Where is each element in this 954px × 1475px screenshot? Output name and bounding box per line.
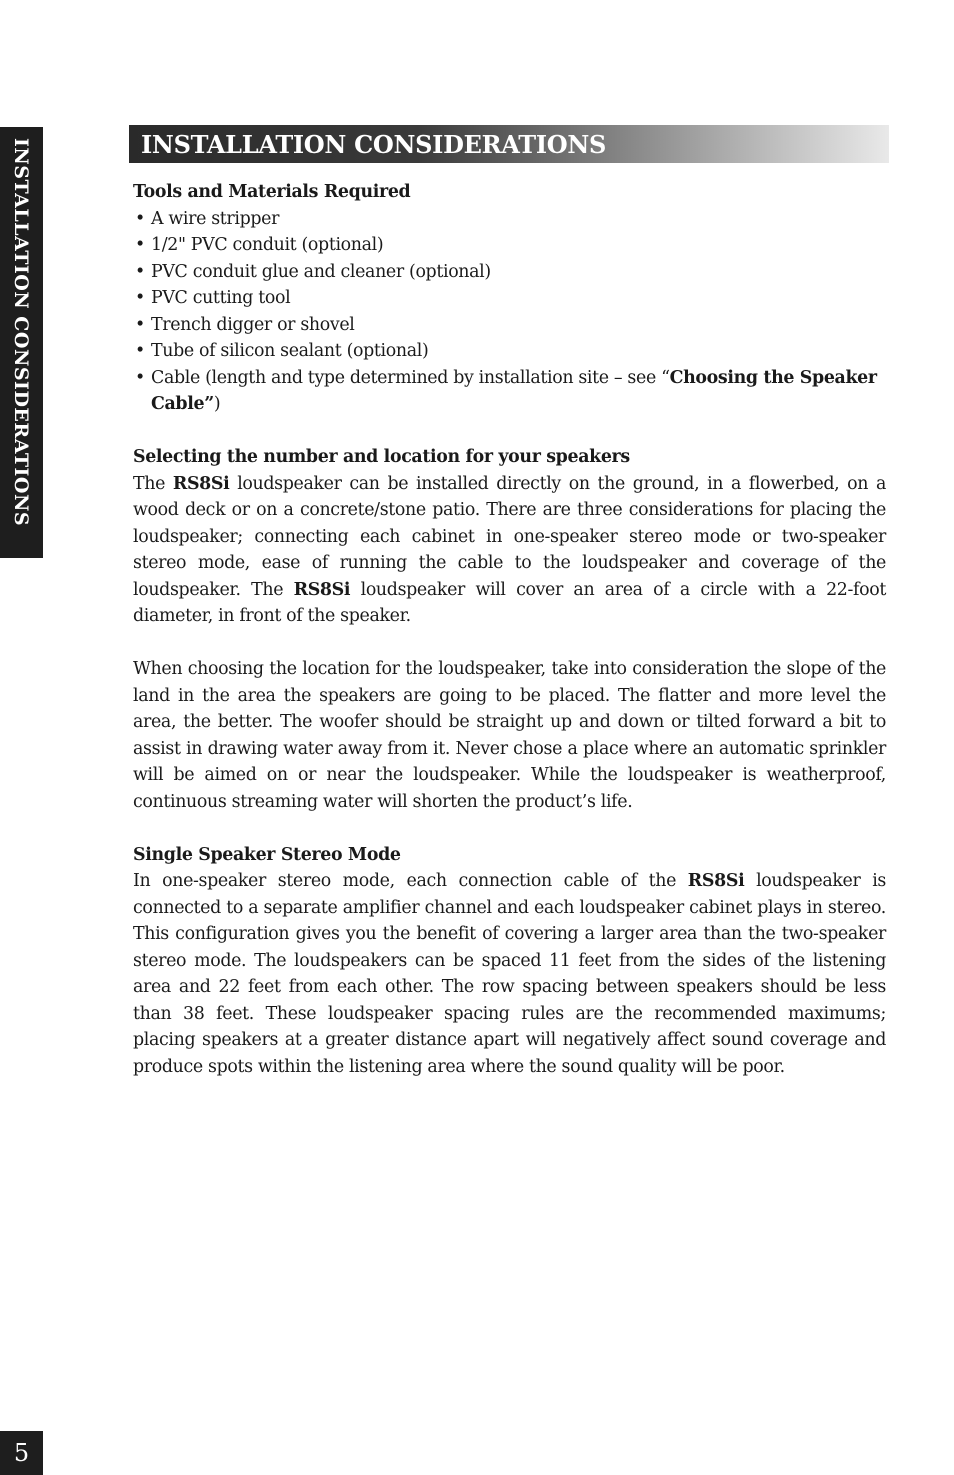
page-content (133, 179, 886, 1080)
tools-list (133, 206, 886, 418)
list-item: • A wire stripper (133, 206, 886, 233)
list-item-cable (133, 365, 886, 418)
text-run: The (133, 473, 173, 494)
selecting-paragraph-2: When choosing the location for the loudspeaker, take into consideration the slope of the land in the area the speakers are going to be placed. The flatter and more level the area, the better. The woofer should be straight up and down or tilted forward a bit to assist in drawing water away from it. Never chose a place where an automatic sprinkler will be aimed on or near the loudspeaker. While the loudspeaker is weatherproof, continuous streaming water will shorten the product’s life. (133, 659, 886, 812)
text-run: In one-speaker stereo mode, each connection cable of the (133, 871, 688, 891)
page-number: 5 (0, 1431, 43, 1475)
single-mode-heading: Single Speaker Stereo Mode (133, 844, 401, 865)
single-mode-paragraph (133, 868, 886, 1080)
speaker-cable-reference: Choosing the Speaker Cable” (151, 367, 877, 414)
list-item: • 1/2" PVC conduit (optional) (133, 232, 886, 259)
model-name: RS8Si (172, 473, 230, 494)
section-header-bar (129, 125, 889, 163)
list-item: • Trench digger or shovel (133, 312, 886, 339)
text-run: loudspeaker will cover an area of a circle with a 22-foot diameter, in front of the speaker. (133, 579, 886, 626)
list-item: • PVC conduit glue and cleaner (optional) (133, 259, 886, 286)
text-run: loudspeaker is connected to a separate amplifier channel and each loudspeaker cabinet plays in stereo. This configuration gives you the benefit of covering a larger area than the two-speaker stereo mode. The loudspeakers can be spaced 11 feet from the sides of the listening area and 22 feet from each other. The row spacing between speakers should be less than 38 feet. These loudspeaker spacing rules are the recommended maximums; placing speakers at a greater distance apart will negatively affect sound coverage and produce spots within the listening area where the sound quality will be poor. (133, 871, 886, 1077)
page-title: INSTALLATION CONSIDERATIONS (141, 130, 607, 159)
cable-text-end: ) (213, 394, 221, 414)
side-section-tab (0, 127, 43, 558)
cable-text: Cable (length and type determined by installation site – see “ (151, 367, 670, 388)
side-tab-label: INSTALLATION CONSIDERATIONS (10, 138, 32, 527)
text-run: loudspeaker can be installed directly on the ground, in a flowerbed, on a wood deck or on a concrete/stone patio. There are three considerations for placing the loudspeaker; connecting each cabinet in one-speaker stereo mode or two-speaker stereo mode, ease of running the cable to the loudspeaker and coverage of the loudspeaker. The (133, 473, 886, 600)
list-item: • Tube of silicon sealant (optional) (133, 338, 886, 365)
selecting-heading: Selecting the number and location for your speakers (133, 447, 630, 467)
selecting-paragraph-1 (133, 471, 886, 630)
model-name: RS8Si (293, 579, 351, 600)
model-name: RS8Si (687, 871, 745, 891)
list-item: • PVC cutting tool (133, 285, 886, 312)
tools-heading: Tools and Materials Required (133, 182, 411, 202)
